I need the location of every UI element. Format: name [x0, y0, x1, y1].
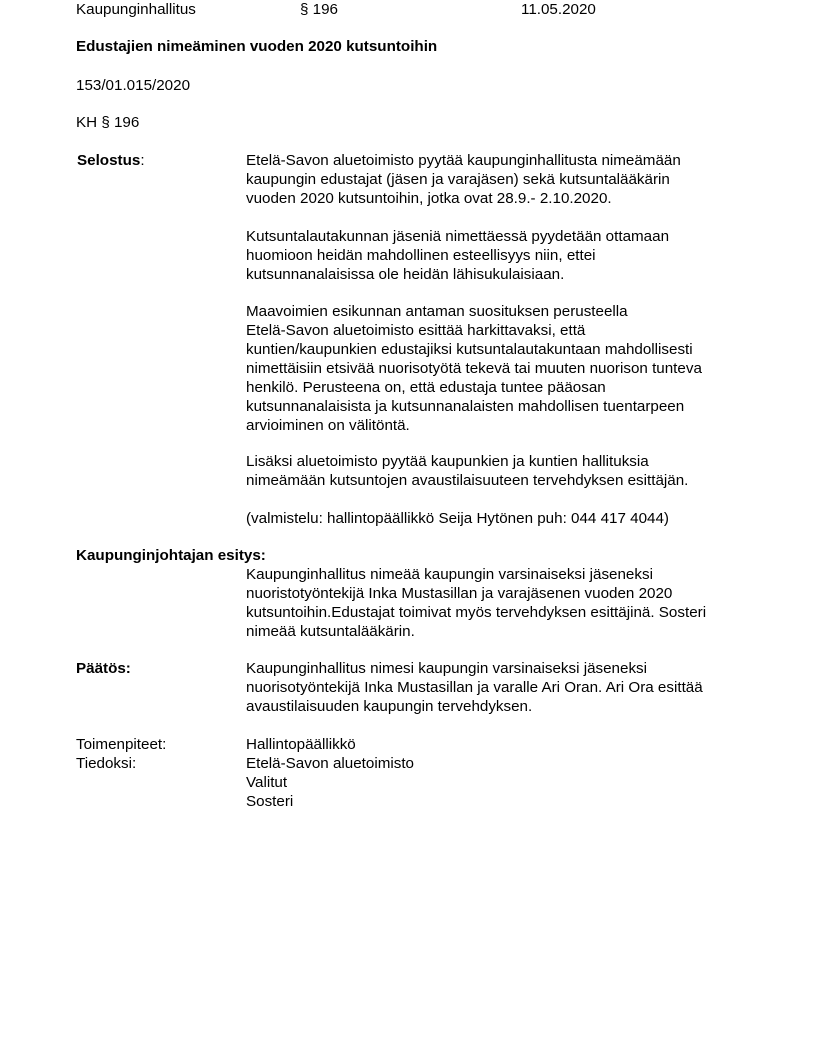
selostus-paragraph-3	[246, 302, 766, 435]
tiedoksi-recipient: Sosteri	[246, 793, 294, 810]
text-line: nuorisotyöntekijä Inka Mustasillan ja varalle Ari Oran. Ari Ora esittää	[246, 679, 703, 696]
esitys-label: Kaupunginjohtajan esitys:	[76, 547, 266, 564]
text-line: Kaupunginhallitus nimeää kaupungin varsinaiseksi jäseneksi	[246, 566, 653, 583]
header-org: Kaupunginhallitus	[76, 1, 196, 18]
selostus-preparer	[246, 509, 766, 528]
tiedoksi-recipient: Etelä-Savon aluetoimisto	[246, 755, 414, 772]
toimenpiteet-recipient: Hallintopäällikkö	[246, 736, 356, 753]
selostus-label-suffix: :	[140, 152, 145, 169]
text-line: Maavoimien esikunnan antaman suosituksen perusteella	[246, 303, 628, 320]
selostus-paragraph-4	[246, 452, 766, 490]
text-line: nimettäisiin etsivää nuorisotyötä tekevä tai muuten nuorison tunteva	[246, 360, 702, 377]
diary-number: 153/01.015/2020	[76, 77, 191, 94]
text-line: nimeää kutsuntalääkärin.	[246, 623, 415, 640]
tiedoksi-label: Tiedoksi:	[76, 755, 137, 772]
toimenpiteet-label: Toimenpiteet:	[76, 736, 167, 753]
text-line: avaustilaisuuden kaupungin tervehdyksen.	[246, 698, 533, 715]
paatos-text	[246, 659, 766, 716]
distribution-recipients	[246, 735, 766, 811]
tiedoksi-recipient: Valitut	[246, 774, 288, 791]
text-line: Etelä-Savon aluetoimisto esittää harkittavaksi, että	[246, 322, 586, 339]
text-line: Kaupunginhallitus nimesi kaupungin varsinaiseksi jäseneksi	[246, 660, 648, 677]
text-line: huomioon heidän mahdollinen esteellisyys niin, ettei	[246, 247, 596, 264]
text-line: kutsunnanalaisista ja kutsunnanalaisten mahdollisen tuentarpeen	[246, 398, 685, 415]
text-line: vuoden 2020 kutsuntoihin, jotka ovat 28.9.- 2.10.2020.	[246, 190, 612, 207]
kh-section: KH § 196	[76, 114, 140, 131]
selostus-label: Selostus	[77, 152, 141, 169]
text-line: (valmistelu: hallintopäällikkö Seija Hytönen puh: 044 417 4044)	[246, 510, 669, 527]
text-line: Lisäksi aluetoimisto pyytää kaupunkien ja kuntien hallituksia	[246, 453, 649, 470]
text-line: kaupungin edustajat (jäsen ja varajäsen) sekä kutsuntalääkärin	[246, 171, 670, 188]
header-section: § 196	[300, 1, 339, 18]
text-line: kutsunnanalaisissa ole heidän lähisukulaisiaan.	[246, 266, 565, 283]
text-line: arvioiminen on välitöntä.	[246, 417, 410, 434]
esitys-text	[246, 565, 766, 641]
text-line: nuoristotyöntekijä Inka Mustasillan ja varajäsenen vuoden 2020	[246, 585, 673, 602]
text-line: Etelä-Savon aluetoimisto pyytää kaupunginhallitusta nimeämään	[246, 152, 681, 169]
document-title: Edustajien nimeäminen vuoden 2020 kutsuntoihin	[76, 38, 438, 55]
selostus-paragraph-2	[246, 227, 766, 284]
selostus-paragraph-1	[246, 151, 766, 208]
text-line: kuntien/kaupunkien edustajiksi kutsuntalautakuntaan mahdollisesti	[246, 341, 693, 358]
selostus-label-wrap	[77, 151, 145, 170]
text-line: henkilö. Perusteena on, että edustaja tuntee pääosan	[246, 379, 606, 396]
header-date: 11.05.2020	[521, 1, 596, 18]
paatos-label: Päätös:	[76, 660, 131, 677]
text-line: nimeämään kutsuntojen avaustilaisuuteen tervehdyksen esittäjän.	[246, 472, 689, 489]
text-line: kutsuntoihin.Edustajat toimivat myös tervehdyksen esittäjinä. Sosteri	[246, 604, 707, 621]
text-line: Kutsuntalautakunnan jäseniä nimettäessä pyydetään ottamaan	[246, 228, 670, 245]
